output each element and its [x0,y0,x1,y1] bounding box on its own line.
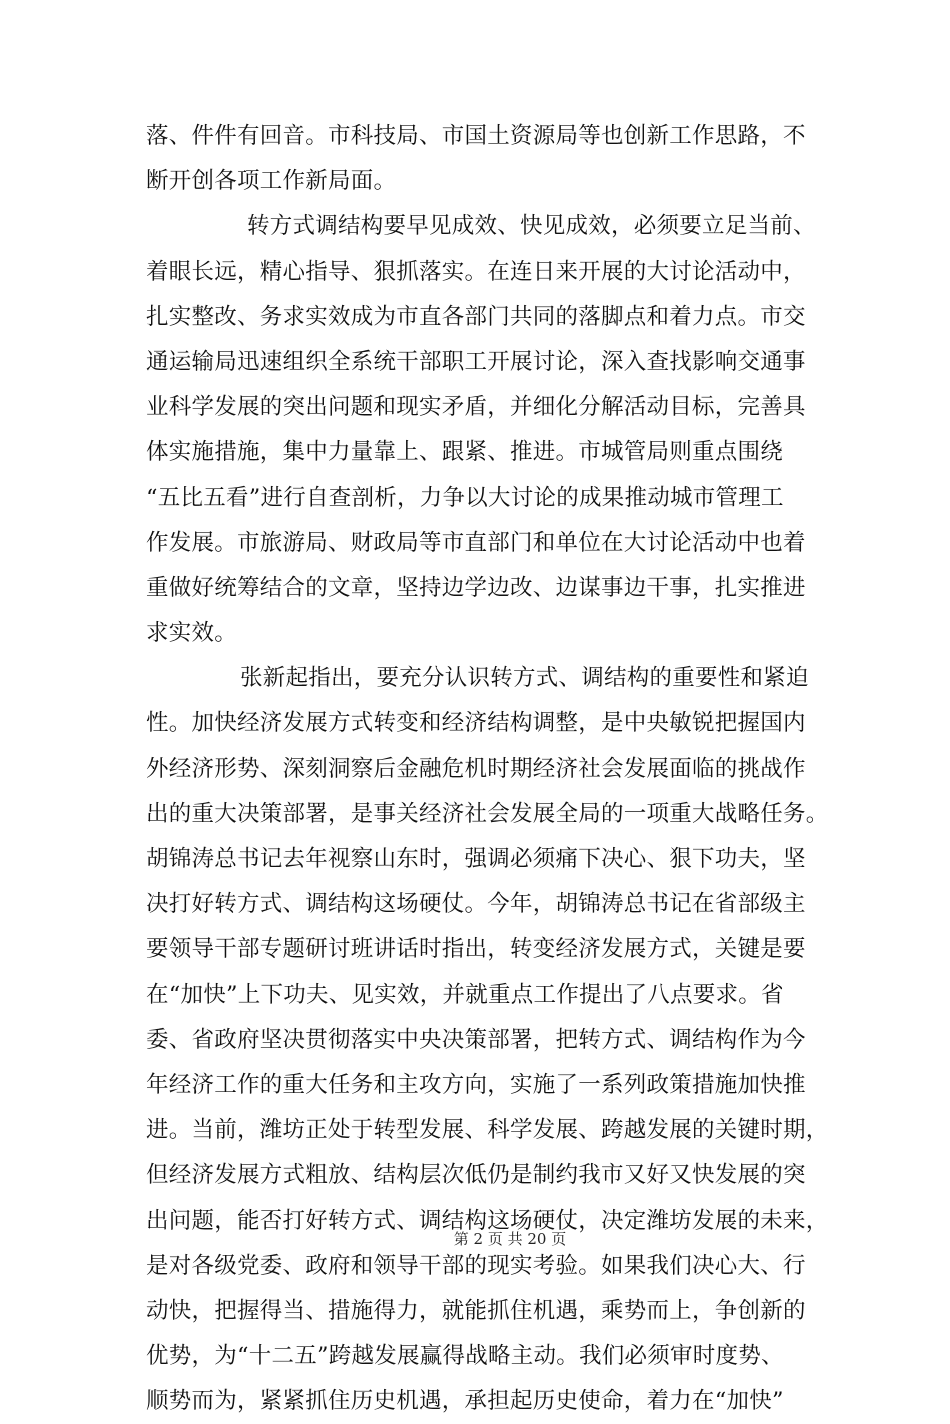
text-line: 优势，为“十二五”跨越发展赢得战略主动。我们必须审时度势、 [146,1343,784,1370]
text-line: 委、省政府坚决贯彻落实中央决策部署，把转方式、调结构作为今 [146,1026,806,1053]
text-line: 作发展。市旅游局、财政局等市直部门和单位在大讨论活动中也着 [146,529,806,556]
text-line: 顺势而为，紧紧抓住历史机遇，承担起历史使命，着力在“加快” [146,1388,784,1415]
text-line: 出的重大决策部署，是事关经济社会发展全局的一项重大战略任务。 [146,800,829,827]
text-line: 业科学发展的突出问题和现实矛盾，并细化分解活动目标，完善具 [146,394,806,421]
text-line: 求实效。 [146,620,238,647]
paragraph-start-line: 张新起指出，要充分认识转方式、调结构的重要性和紧迫 [240,665,809,692]
text-line: 年经济工作的重大任务和主攻方向，实施了一系列政策措施加快推 [146,1071,806,1098]
text-line: 重做好统筹结合的文章，坚持边学边改、边谋事边干事，扎实推进 [146,574,806,601]
text-line: 进。当前，潍坊正处于转型发展、科学发展、跨越发展的关键时期， [146,1117,829,1144]
text-line: 断开创各项工作新局面。 [146,168,397,195]
text-line: 出问题，能否打好转方式、调结构这场硬仗，决定潍坊发展的未来， [146,1207,829,1234]
text-line: 体实施措施，集中力量靠上、跟紧、推进。市城管局则重点围绕 [146,439,784,466]
page-number-footer: 第 2 页 共 20 页 [453,1230,567,1248]
text-line: 性。加快经济发展方式转变和经济结构调整，是中央敏锐把握国内 [146,710,806,737]
text-line: 决打好转方式、调结构这场硬仗。今年，胡锦涛总书记在省部级主 [146,891,806,918]
text-line: “五比五看”进行自查剖析，力争以大讨论的成果推动城市管理工 [146,484,784,511]
text-line: 落、件件有回音。市科技局、市国土资源局等也创新工作思路，不 [146,123,806,149]
text-line: 在“加快”上下功夫、见实效，并就重点工作提出了八点要求。省 [146,981,784,1008]
text-line: 着眼长远，精心指导、狠抓落实。在连日来开展的大讨论活动中， [146,258,806,285]
text-line: 胡锦涛总书记去年视察山东时，强调必须痛下决心、狠下功夫，坚 [146,846,806,872]
text-line: 但经济发展方式粗放、结构层次低仍是制约我市又好又快发展的突 [146,1162,806,1189]
text-line: 扎实整改、务求实效成为市直各部门共同的落脚点和着力点。市交 [146,303,806,330]
text-line: 要领导干部专题研讨班讲话时指出，转变经济发展方式，关键是要 [146,936,806,963]
text-line: 是对各级党委、政府和领导干部的现实考验。如果我们决心大、行 [146,1252,806,1279]
text-line: 通运输局迅速组织全系统干部职工开展讨论，深入查找影响交通事 [146,348,806,375]
paragraph-start-line: 转方式调结构要早见成效、快见成效，必须要立足当前、 [247,213,816,240]
text-line: 动快，把握得当、措施得力，就能抓住机遇，乘势而上，争创新的 [146,1297,806,1324]
text-line: 外经济形势、深刻洞察后金融危机时期经济社会发展面临的挑战作 [146,755,806,782]
